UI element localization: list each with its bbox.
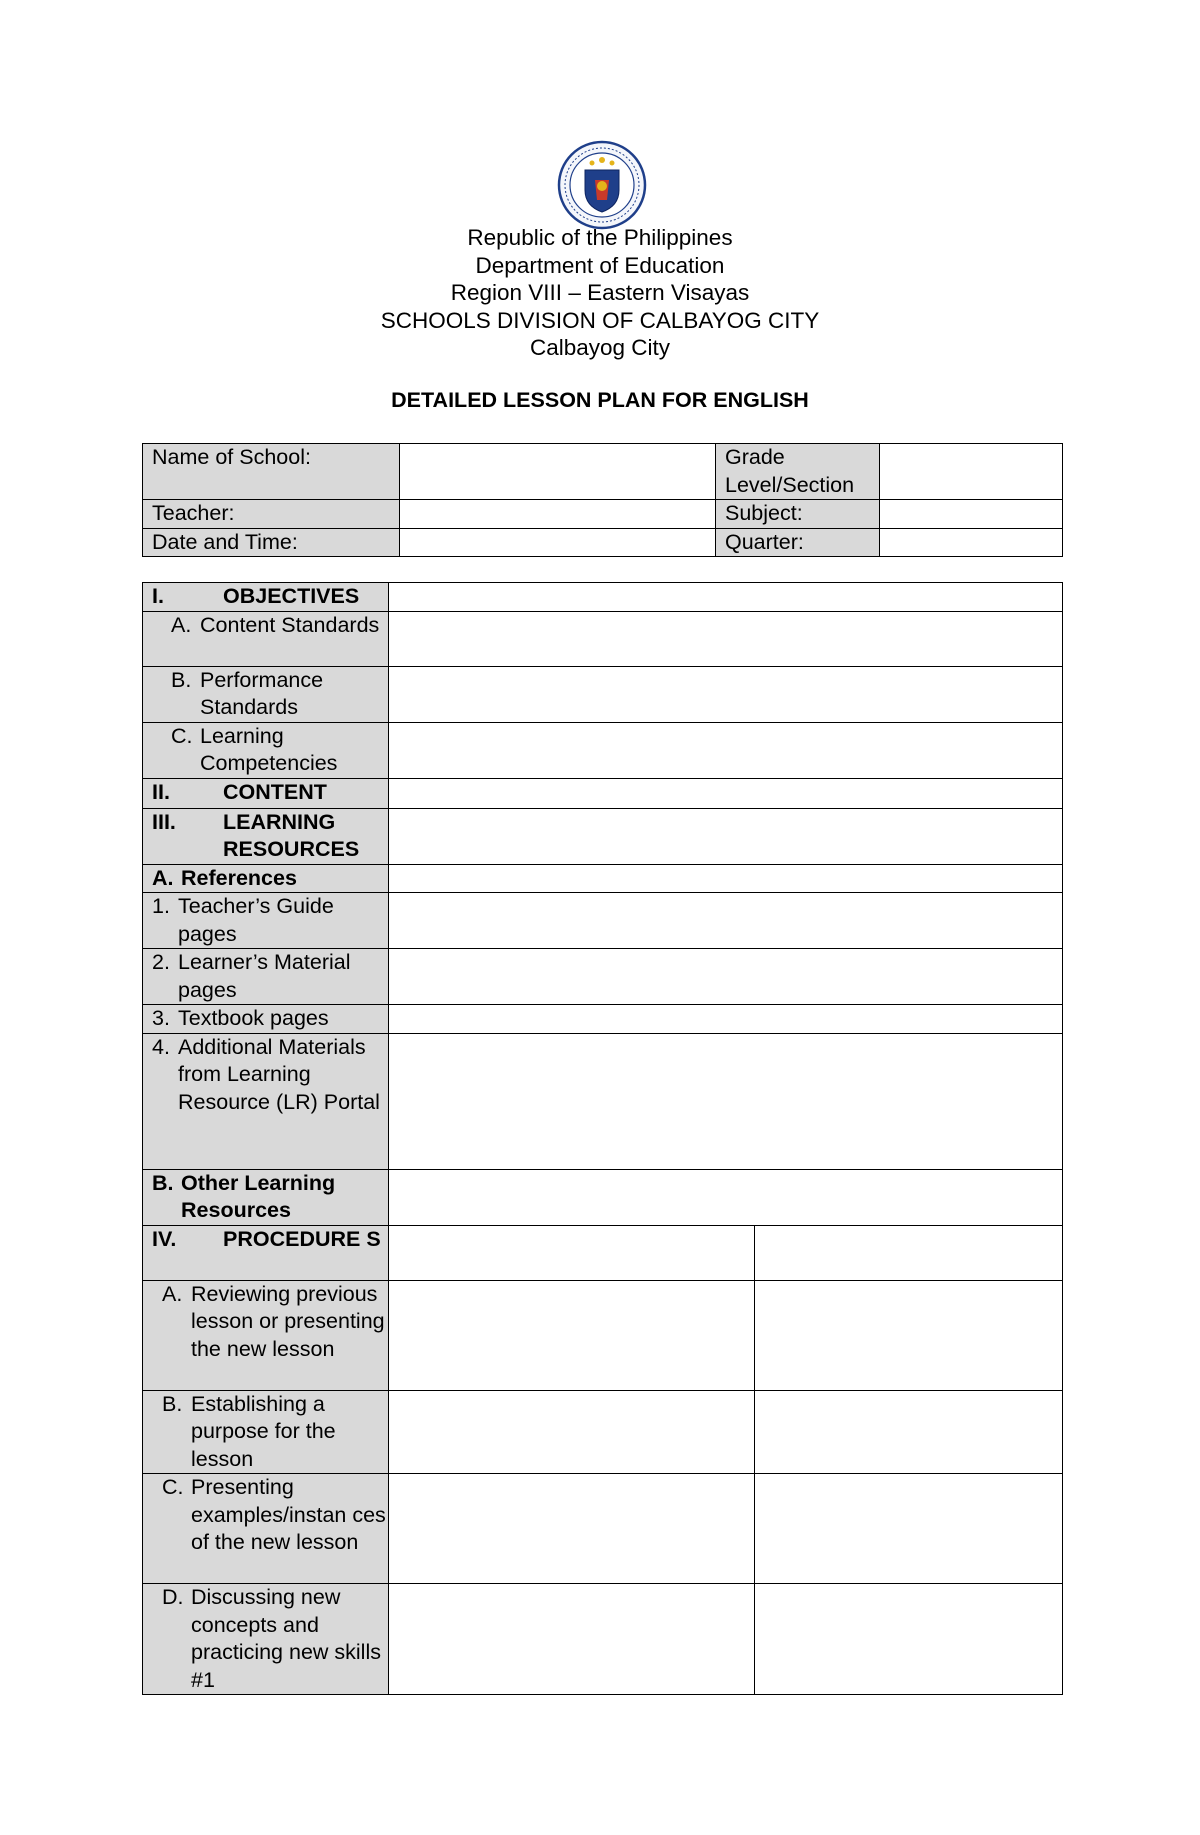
objectives-heading [143,583,389,612]
name-of-school-field[interactable] [400,444,716,500]
learning-resources-field[interactable] [389,808,1063,864]
establishing-field-1[interactable] [389,1390,755,1474]
content-heading [143,778,389,808]
establishing-num: B. [162,1391,183,1416]
discussing-row [143,1584,389,1695]
quarter-label: Quarter: [716,528,880,557]
learners-material-field[interactable] [389,949,1063,1005]
content-standards-row [143,611,389,666]
content-standards-label: Content Standards [200,612,380,637]
date-time-field[interactable] [400,528,716,557]
performance-standards-row [143,666,389,722]
establishing-label: Establishing a purpose for the lesson [191,1391,336,1471]
establishing-row [143,1390,389,1474]
info-table [142,443,1063,557]
reviewing-field-1[interactable] [389,1280,755,1390]
procedures-field-2[interactable] [755,1225,1063,1280]
textbook-num: 3. [152,1006,170,1030]
header-line-region: Region VIII – Eastern Visayas [450,280,750,305]
content-standards-num: A. [171,612,192,637]
textbook-label: Textbook pages [178,1006,329,1030]
teacher-field[interactable] [400,500,716,529]
objectives-num: I. [152,584,164,608]
learning-competencies-field[interactable] [389,722,1063,778]
header-line-division: SCHOOLS DIVISION OF CALBAYOG CITY [380,307,820,333]
learning-competencies-row [143,722,389,778]
grade-level-field[interactable] [880,444,1063,500]
header-line-city: Calbayog City [529,335,671,360]
procedures-num: IV. [152,1226,177,1251]
references-heading [143,864,389,893]
textbook-field[interactable] [389,1005,1063,1034]
reviewing-label: Reviewing previous lesson or presenting the new lesson [191,1281,385,1361]
teachers-guide-label: Teacher’s Guide pages [178,894,334,946]
teachers-guide-row [143,893,389,949]
document-title: DETAILED LESSON PLAN FOR ENGLISH [391,388,809,412]
lesson-plan-table [142,582,1063,1695]
procedures-heading [143,1225,389,1280]
content-label: CONTENT [223,779,327,804]
quarter-field[interactable] [880,528,1063,557]
presenting-num: C. [162,1475,184,1499]
learners-material-label: Learner’s Material pages [178,950,351,1002]
learning-resources-label: LEARNING RESOURCES [223,809,360,861]
header-line-republic: Republic of the Philippines [467,225,733,250]
procedures-label: PROCEDURE S [223,1226,381,1251]
references-num: A. [152,865,174,890]
textbook-row [143,1005,389,1034]
additional-materials-label: Additional Materials from Learning Resource (LR) Portal [178,1034,380,1114]
discussing-field-2[interactable] [755,1584,1063,1695]
presenting-row [143,1474,389,1584]
other-resources-label: Other Learning Resources [181,1170,336,1222]
additional-materials-num: 4. [152,1034,170,1059]
learning-resources-num: III. [152,809,176,834]
date-time-label: Date and Time: [143,528,400,557]
references-field[interactable] [389,864,1063,893]
objectives-label: OBJECTIVES [223,584,360,608]
presenting-field-1[interactable] [389,1474,755,1584]
content-num: II. [152,779,170,804]
additional-materials-row [143,1033,389,1169]
presenting-label: Presenting examples/instan ces of the new lesson [191,1475,386,1554]
learning-competencies-label: Learning Competencies [200,723,338,775]
additional-materials-field[interactable] [389,1033,1063,1169]
teacher-label: Teacher: [143,500,400,529]
references-label: References [181,865,297,890]
teachers-guide-num: 1. [152,894,170,918]
grade-level-label: Grade Level/Section [716,444,880,500]
objectives-field[interactable] [389,583,1063,612]
performance-standards-num: B. [171,667,192,692]
reviewing-num: A. [162,1281,183,1306]
learning-resources-heading [143,808,389,864]
other-resources-field[interactable] [389,1169,1063,1225]
procedures-field-1[interactable] [389,1225,755,1280]
learners-material-num: 2. [152,950,170,974]
discussing-field-1[interactable] [389,1584,755,1695]
learning-competencies-num: C. [171,723,193,748]
other-resources-num: B. [152,1170,174,1195]
performance-standards-field[interactable] [389,666,1063,722]
discussing-label: Discussing new concepts and practicing new skills #1 [191,1585,381,1692]
presenting-field-2[interactable] [755,1474,1063,1584]
teachers-guide-field[interactable] [389,893,1063,949]
subject-label: Subject: [716,500,880,529]
content-field[interactable] [389,778,1063,808]
reviewing-field-2[interactable] [755,1280,1063,1390]
performance-standards-label: Performance Standards [200,667,324,719]
deped-seal-logo [557,140,647,230]
document-header [0,224,1200,362]
discussing-num: D. [162,1585,184,1609]
establishing-field-2[interactable] [755,1390,1063,1474]
subject-field[interactable] [880,500,1063,529]
header-line-department: Department of Education [475,252,725,278]
learners-material-row [143,949,389,1005]
other-resources-heading [143,1169,389,1225]
content-standards-field[interactable] [389,611,1063,666]
reviewing-row [143,1280,389,1390]
name-of-school-label: Name of School: [143,444,400,500]
